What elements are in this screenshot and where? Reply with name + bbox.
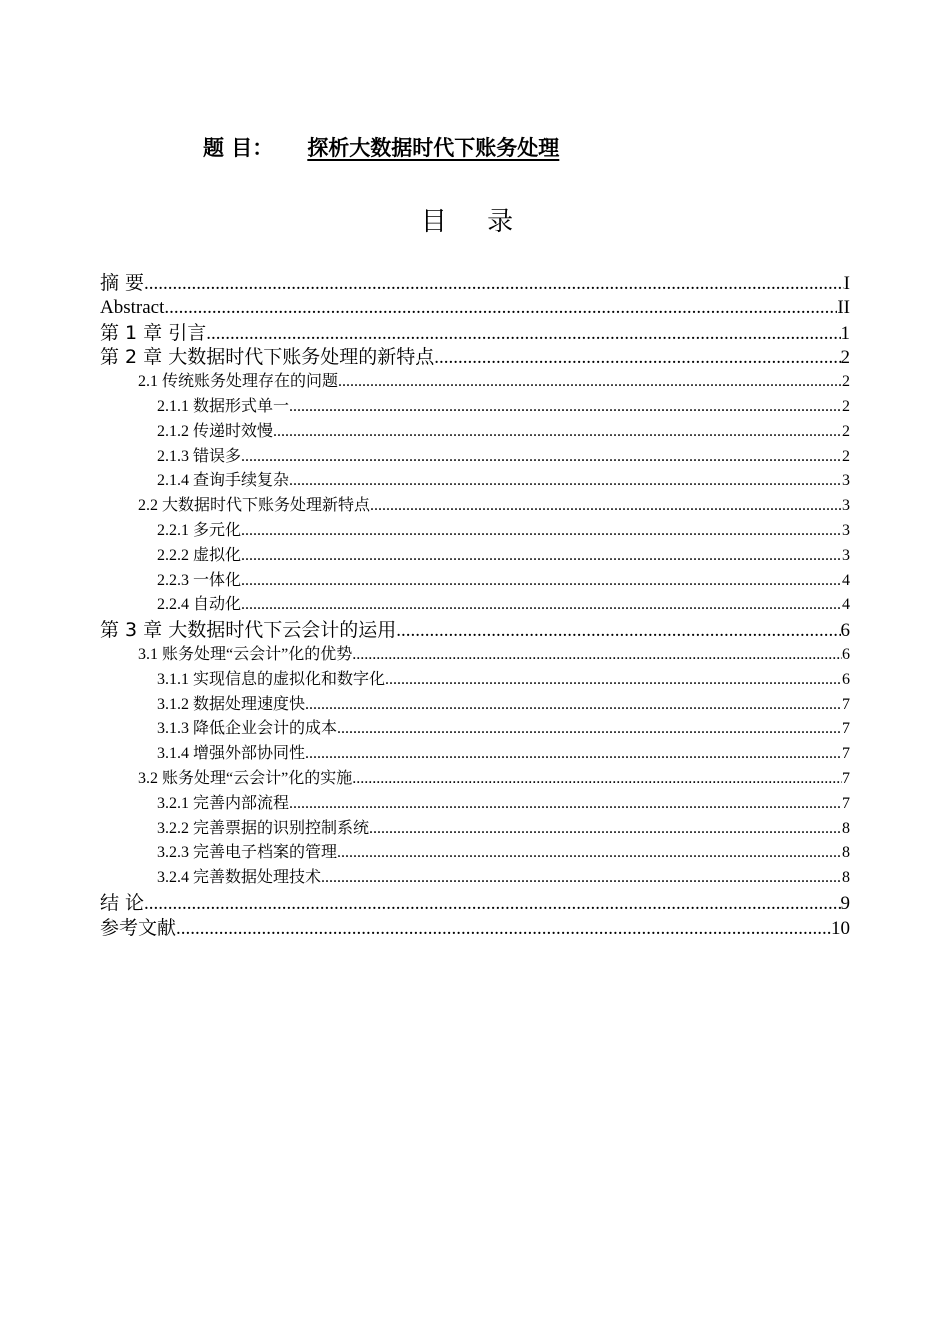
toc-entry-page: 7	[842, 745, 850, 763]
toc-entry-page: 9	[840, 892, 850, 914]
toc-entry[interactable]	[100, 420, 850, 445]
toc-leader-dots	[338, 370, 842, 395]
toc-entry-title: 2.1.3 错误多	[157, 447, 242, 465]
toc-entry-title: 2.2.4 自动化	[157, 596, 242, 614]
toc-entry-page: 3	[842, 497, 850, 515]
toc-leader-dots	[396, 619, 840, 644]
toc-entry[interactable]	[100, 395, 850, 420]
toc-entry-title: 3.1 账务处理“云会计”化的优势	[138, 645, 353, 663]
toc-entry[interactable]	[100, 668, 850, 693]
toc-entry-page: 7	[842, 769, 850, 787]
toc-entry-title: 2.1.1 数据形式单一	[157, 397, 290, 415]
toc-entry[interactable]	[100, 569, 850, 594]
toc-entry-title: 2.2.1 多元化	[157, 521, 242, 539]
document-title	[203, 133, 571, 163]
toc-entry-title: 3.2.4 完善数据处理技术	[157, 869, 322, 887]
toc-entry-title: 摘 要	[100, 272, 145, 294]
toc-entry-page: 2	[840, 347, 850, 369]
toc-entry-title: Abstract	[100, 296, 165, 318]
toc-entry-page: II	[837, 296, 850, 318]
toc-entry-page: 7	[842, 794, 850, 812]
toc-leader-dots	[273, 420, 842, 445]
toc-leader-dots	[144, 892, 840, 917]
toc-entry[interactable]	[100, 916, 850, 941]
toc-entry[interactable]	[100, 891, 850, 916]
toc-entry[interactable]	[100, 618, 850, 643]
toc-entry[interactable]	[100, 841, 850, 866]
toc-entry-page: 8	[842, 869, 850, 887]
toc-leader-dots	[241, 445, 842, 470]
toc-entry[interactable]	[100, 321, 850, 346]
toc-leader-dots	[337, 717, 842, 742]
toc-leader-dots	[289, 792, 842, 817]
toc-entry[interactable]	[100, 469, 850, 494]
toc-entry[interactable]	[100, 767, 850, 792]
toc-entry-title: 3.1.2 数据处理速度快	[157, 695, 306, 713]
table-of-contents	[100, 271, 850, 941]
toc-entry[interactable]	[100, 544, 850, 569]
toc-leader-dots	[241, 519, 842, 544]
toc-entry[interactable]	[100, 643, 850, 668]
toc-heading: 目 录	[420, 207, 530, 237]
toc-entry-title: 2.1 传统账务处理存在的问题	[138, 373, 339, 391]
toc-entry[interactable]	[100, 792, 850, 817]
toc-entry-title: 3.2 账务处理“云会计”化的实施	[138, 769, 353, 787]
toc-entry-page: 2	[842, 447, 850, 465]
toc-entry-page: 3	[842, 521, 850, 539]
toc-entry-title: 2.1.4 查询手续复杂	[157, 472, 290, 490]
toc-entry-title: 2.1.2 传递时效慢	[157, 422, 274, 440]
toc-entry[interactable]	[100, 693, 850, 718]
toc-leader-dots	[241, 569, 842, 594]
toc-leader-dots	[206, 322, 840, 347]
toc-entry-title: 结 论	[100, 891, 145, 914]
toc-entry[interactable]	[100, 296, 850, 321]
toc-leader-dots	[305, 742, 842, 767]
toc-entry-page: 2	[842, 397, 850, 415]
toc-entry-page: 7	[842, 720, 850, 738]
toc-entry-page: 6	[842, 645, 850, 663]
toc-leader-dots	[241, 593, 842, 618]
toc-entry-title: 第 3 章 大数据时代下云会计的运用	[100, 619, 397, 642]
toc-entry[interactable]	[100, 370, 850, 395]
toc-entry-page: 10	[831, 917, 850, 939]
toc-entry-page: 2	[842, 422, 850, 440]
toc-leader-dots	[369, 817, 842, 842]
toc-leader-dots	[385, 668, 842, 693]
toc-entry-page: 1	[840, 322, 850, 344]
toc-entry-title: 2.2 大数据时代下账务处理新特点	[138, 497, 371, 515]
toc-entry-title: 3.2.1 完善内部流程	[157, 794, 290, 812]
toc-entry-title: 2.2.2 虚拟化	[157, 546, 242, 564]
toc-leader-dots	[164, 296, 837, 321]
toc-leader-dots	[434, 346, 840, 371]
toc-leader-dots	[321, 866, 842, 891]
toc-entry-title: 3.1.3 降低企业会计的成本	[157, 720, 338, 738]
toc-leader-dots	[144, 272, 844, 297]
title-text: 探析大数据时代下账务处理	[307, 136, 560, 160]
toc-entry-title: 第 2 章 大数据时代下账务处理的新特点	[100, 346, 435, 369]
toc-entry-page: 4	[842, 571, 850, 589]
toc-entry-page: 8	[842, 819, 850, 837]
toc-entry-title: 3.1.4 增强外部协同性	[157, 745, 306, 763]
toc-entry-page: 7	[842, 695, 850, 713]
toc-entry-page: 3	[842, 472, 850, 490]
toc-leader-dots	[337, 841, 842, 866]
toc-entry[interactable]	[100, 817, 850, 842]
toc-leader-dots	[176, 917, 831, 942]
toc-leader-dots	[289, 469, 842, 494]
toc-entry-page: 6	[842, 670, 850, 688]
toc-entry-page: 4	[842, 596, 850, 614]
toc-entry[interactable]	[100, 519, 850, 544]
toc-leader-dots	[370, 494, 842, 519]
title-label: 题 目：	[203, 136, 274, 160]
toc-entry[interactable]	[100, 593, 850, 618]
toc-entry[interactable]	[100, 345, 850, 370]
toc-entry-page: 8	[842, 844, 850, 862]
toc-entry-title: 3.2.3 完善电子档案的管理	[157, 844, 338, 862]
toc-leader-dots	[352, 643, 842, 668]
toc-entry-page: I	[843, 273, 850, 294]
toc-entry-title: 第 1 章 引言	[100, 321, 207, 344]
toc-entry-title: 参考文献	[100, 916, 177, 939]
toc-entry[interactable]	[100, 742, 850, 767]
toc-leader-dots	[352, 767, 842, 792]
toc-entry-page: 2	[842, 373, 850, 391]
toc-entry-title: 2.2.3 一体化	[157, 571, 242, 589]
toc-entry[interactable]	[100, 445, 850, 470]
toc-entry-page: 6	[840, 620, 850, 642]
toc-entry[interactable]	[100, 866, 850, 891]
toc-leader-dots	[289, 395, 842, 420]
toc-entry[interactable]	[100, 271, 850, 296]
toc-entry-title: 3.1.1 实现信息的虚拟化和数字化	[157, 670, 386, 688]
toc-entry-page: 3	[842, 546, 850, 564]
toc-entry[interactable]	[100, 717, 850, 742]
toc-entry-title: 3.2.2 完善票据的识别控制系统	[157, 819, 370, 837]
toc-leader-dots	[241, 544, 842, 569]
toc-entry[interactable]	[100, 494, 850, 519]
toc-leader-dots	[305, 693, 842, 718]
